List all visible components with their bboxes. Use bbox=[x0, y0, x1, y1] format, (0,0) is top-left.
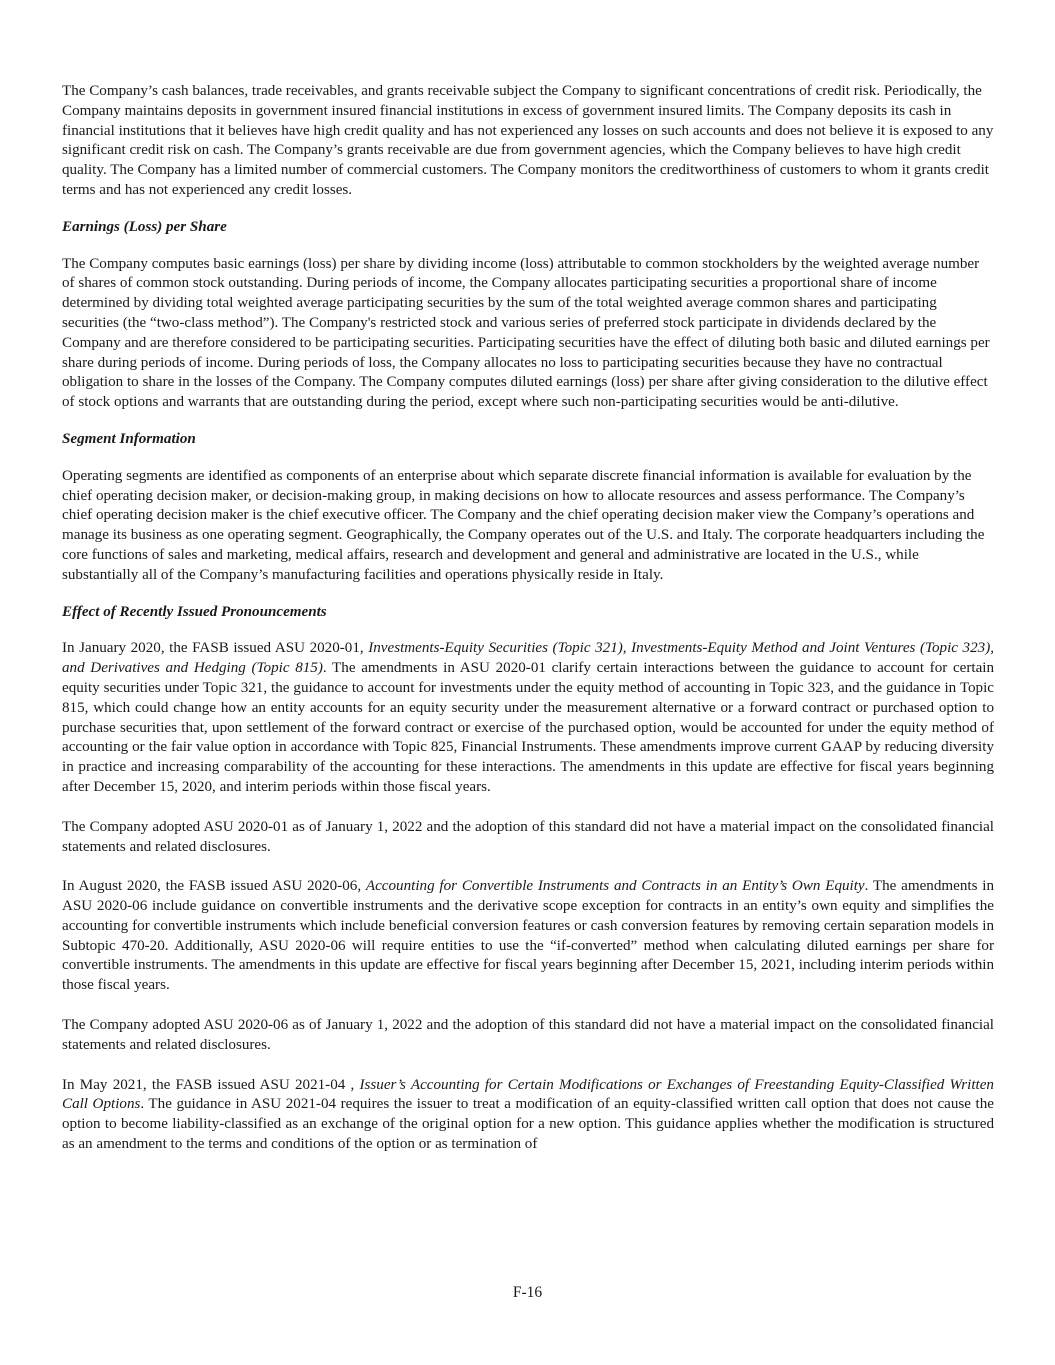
asu-2020-01-paragraph bbox=[62, 639, 994, 797]
asu-2020-01-adoption-paragraph: The Company adopted ASU 2020-01 as of January 1, 2022 and the adoption of this standard did not have a material impact on the consolidated financial statements and related disclosures. bbox=[62, 818, 994, 855]
asu-2021-04-title: Issuer’s Accounting for Certain Modifications or Exchanges of Freestanding Equity-Classified Written Call Options bbox=[62, 1076, 994, 1113]
concentration-paragraph: The Company’s cash balances, trade receivables, and grants receivable subject the Company to significant concentrations of credit risk. Periodically, the Company maintains deposits in government insured financial institutions in excess of government insured limits. The Company deposits its cash in financial institutions that it believes have high credit quality and has not experienced any losses on such accounts and does not believe it is exposed to any significant credit risk on cash. The Company’s grants receivable are due from government agencies, which the Company believes to have high credit quality. The Company has a limited number of commercial customers. The Company monitors the creditworthiness of customers to whom it grants credit terms and has not experienced any credit losses. bbox=[62, 83, 994, 198]
pronouncements-heading: Effect of Recently Issued Pronouncements bbox=[62, 603, 327, 620]
asu-2021-04-paragraph bbox=[62, 1076, 994, 1155]
asu-2020-01-lead: In January 2020, the FASB issued ASU 2020-01, bbox=[62, 640, 369, 657]
asu-2020-06-body: . The amendments in ASU 2020-06 include guidance on convertible instruments and the derivative scope exception for contracts in an entity’s own equity and simplifies the accounting for convertible instruments which include beneficial conversion features or cash conversion features by removing certain separation models in Subtopic 470-20. Additionally, ASU 2020-06 will require entities to use the “if-converted” method when calculating diluted earnings per share for convertible instruments. The amendments in this update are effective for fiscal years beginning after December 15, 2021, including interim periods within those fiscal years. bbox=[62, 878, 994, 994]
segment-paragraph: Operating segments are identified as components of an enterprise about which separate discrete financial information is available for evaluation by the chief operating decision maker, or decision-making group, in making decisions on how to allocate resources and assess performance. The Company’s chief operating decision maker is the chief executive officer. The Company and the chief operating decision maker view the Company’s operations and manage its business as one operating segment. Geographically, the Company operates out of the U.S. and Italy. The corporate headquarters including the core functions of sales and marketing, medical affairs, research and development and general and administrative are located in the U.S., while substantially all of the Company’s manufacturing facilities and operations physically reside in Italy. bbox=[62, 467, 985, 583]
document-page bbox=[62, 82, 994, 1155]
asu-2020-06-title: Accounting for Convertible Instruments and Contracts in an Entity’s Own Equity bbox=[365, 878, 865, 895]
page-number: F-16 bbox=[512, 1284, 543, 1301]
eps-paragraph: The Company computes basic earnings (loss) per share by dividing income (loss) attributable to common stockholders by the weighted average number of shares of common stock outstanding. During periods of income, the Company allocates participating securities a proportional share of income determined by dividing total weighted average participating securities by the sum of the total weighted average common shares and participating securities (the “two-class method”). The Company's restricted stock and various series of preferred stock participate in dividends declared by the Company and are therefore considered to be participating securities. Participating securities have the effect of diluting both basic and diluted earnings per share during periods of income. During periods of loss, the Company allocates no loss to participating securities because they have no contractual obligation to share in the losses of the Company. The Company computes diluted earnings (loss) per share after giving consideration to the dilutive effect of stock options and warrants that are outstanding during the period, except where such non-participating securities would be anti-dilutive. bbox=[62, 255, 990, 411]
asu-2021-04-lead: In May 2021, the FASB issued ASU 2021-04 , bbox=[62, 1076, 360, 1093]
asu-2021-04-body: . The guidance in ASU 2021-04 requires the issuer to treat a modification of an equity-classified written call option that does not cause the option to become liability-classified as an exchange of the original option for a new option. This guidance applies whether the modification is structured as an amendment to the terms and conditions of the option or as termination of bbox=[62, 1096, 994, 1153]
asu-2020-06-lead: In August 2020, the FASB issued ASU 2020-06, bbox=[62, 878, 366, 895]
eps-heading: Earnings (Loss) per Share bbox=[62, 218, 227, 235]
asu-2020-01-title: Investments-Equity Securities (Topic 321), Investments-Equity Method and Joint Ventures (Topic 323), and Derivatives and Hedging (Topic 815) bbox=[62, 640, 994, 677]
segment-heading: Segment Information bbox=[62, 430, 196, 447]
asu-2020-06-paragraph bbox=[62, 877, 994, 996]
asu-2020-01-body: . The amendments in ASU 2020-01 clarify certain interactions between the guidance to account for certain equity securities under Topic 321, the guidance to account for investments under the equity method of accounting in Topic 323, and the guidance in Topic 815, which could change how an entity accounts for an equity security under the measurement alternative or a forward contract or purchased option to purchase securities that, upon settlement of the forward contract or exercise of the purchased option, would be accounted for under the equity method of accounting or the fair value option in accordance with Topic 825, Financial Instruments. These amendments improve current GAAP by reducing diversity in practice and increasing comparability of the accounting for these interactions. The amendments in this update are effective for fiscal years beginning after December 15, 2020, and interim periods within those fiscal years. bbox=[62, 660, 995, 795]
asu-2020-06-adoption-paragraph: The Company adopted ASU 2020-06 as of January 1, 2022 and the adoption of this standard did not have a material impact on the consolidated financial statements and related disclosures. bbox=[62, 1017, 994, 1053]
